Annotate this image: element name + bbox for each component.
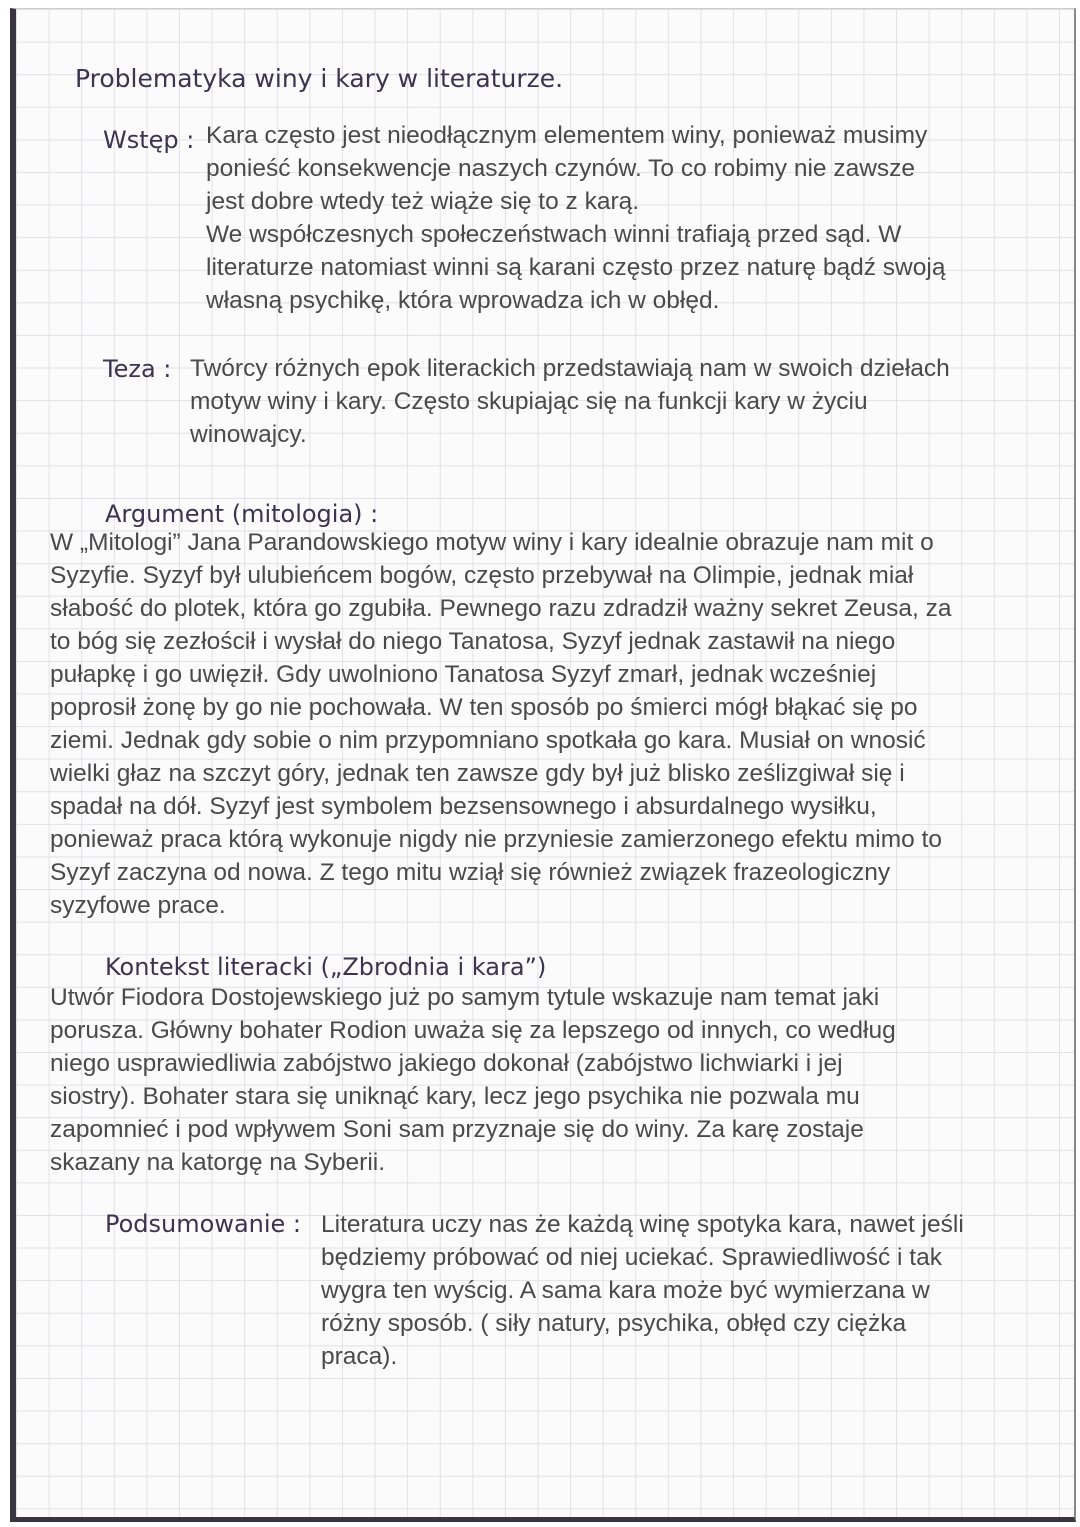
text-line: We współczesnych społeczeństwach winni trafiają przed sąd. W [206, 221, 902, 248]
text-line: winowajcy. [190, 421, 307, 448]
text-line: jest dobre wtedy też wiąże się to z karą. [206, 188, 640, 215]
text-line: niego usprawiedliwia zabójstwo jakiego dokonał (zabójstwo lichwiarki i jej [50, 1050, 843, 1077]
text-line: zapomnieć i pod wpływem Soni sam przyznaje się do winy. Za karę zostaje [50, 1116, 864, 1143]
kontekst-heading: Kontekst literacki („Zbrodnia i kara”) [105, 953, 547, 981]
text-line: Syzyfie. Syzyf był ulubieńcem bogów, często przebywał na Olimpie, jednak miał [50, 562, 914, 589]
text-line: różny sposób. ( siły natury, psychika, obłęd czy ciężka [321, 1310, 907, 1337]
wstep-label: Wstęp : [103, 126, 195, 154]
text-line: spadał na dół. Syzyf jest symbolem bezsensownego i absurdalnego wysiłku, [50, 793, 877, 820]
text-line: praca). [321, 1343, 398, 1370]
text-line: słabość do plotek, która go zgubiła. Pewnego razu zdradził ważny sekret Zeusa, za [50, 595, 952, 622]
text-line: będziemy próbować od niej uciekać. Sprawiedliwość i tak [321, 1244, 942, 1271]
text-line: własną psychikę, która wprowadza ich w obłęd. [206, 287, 720, 314]
text-line: Utwór Fiodora Dostojewskiego już po samym tytule wskazuje nam temat jaki [50, 984, 880, 1011]
text-line: siostry). Bohater stara się uniknąć kary, lecz jego psychika nie pozwala mu [50, 1083, 860, 1110]
text-line: Kara często jest nieodłącznym elementem winy, ponieważ musimy [206, 122, 928, 149]
teza-text [190, 352, 950, 451]
text-line: to bóg się zezłościł i wysłał do niego Tanatosa, Syzyf jednak zastawił na niego [50, 628, 896, 655]
argument-text [50, 526, 952, 922]
podsumowanie-text [321, 1208, 964, 1373]
teza-label: Teza : [103, 355, 172, 383]
text-line: syzyfowe prace. [50, 892, 226, 919]
text-line: Syzyf zaczyna od nowa. Z tego mitu wziął się również związek frazeologiczny [50, 859, 891, 886]
text-line: porusza. Główny bohater Rodion uważa się za lepszego od innych, co według [50, 1017, 896, 1044]
text-line: pułapkę i go uwięził. Gdy uwolniono Tanatosa Syzyf zmarł, jednak wcześniej [50, 661, 877, 688]
podsumowanie-label: Podsumowanie : [105, 1210, 302, 1238]
wstep-text [206, 119, 945, 317]
text-line: wygra ten wyścig. A sama kara może być wymierzana w [321, 1277, 930, 1304]
text-line: Literatura uczy nas że każdą winę spotyka kara, nawet jeśli [321, 1211, 964, 1238]
text-line: poprosił żonę by go nie pochowała. W ten sposób po śmierci mógł błąkać się po [50, 694, 918, 721]
page-title: Problematyka winy i kary w literaturze. [75, 64, 564, 93]
argument-heading: Argument (mitologia) : [105, 500, 379, 528]
text-line: Twórcy różnych epok literackich przedstawiają nam w swoich dziełach [190, 355, 950, 382]
text-line: motyw winy i kary. Często skupiając się na funkcji kary w życiu [190, 388, 868, 415]
text-line: literaturze natomiast winni są karani często przez naturę bądź swoją [206, 254, 946, 281]
kontekst-text [50, 981, 896, 1179]
text-line: ziemi. Jednak gdy sobie o nim przypomniano spotkała go kara. Musiał on wnosić [50, 727, 926, 754]
text-line: W „Mitologi” Jana Parandowskiego motyw winy i kary idealnie obrazuje nam mit o [50, 529, 934, 556]
text-line: ponieważ praca którą wykonuje nigdy nie przyniesie zamierzonego efektu mimo to [50, 826, 942, 853]
text-line: wielki głaz na szczyt góry, jednak ten zawsze gdy był już blisko ześlizgiwał się i [50, 760, 905, 787]
text-line: skazany na katorgę na Syberii. [50, 1149, 386, 1176]
text-line: ponieść konsekwencje naszych czynów. To co robimy nie zawsze [206, 155, 916, 182]
